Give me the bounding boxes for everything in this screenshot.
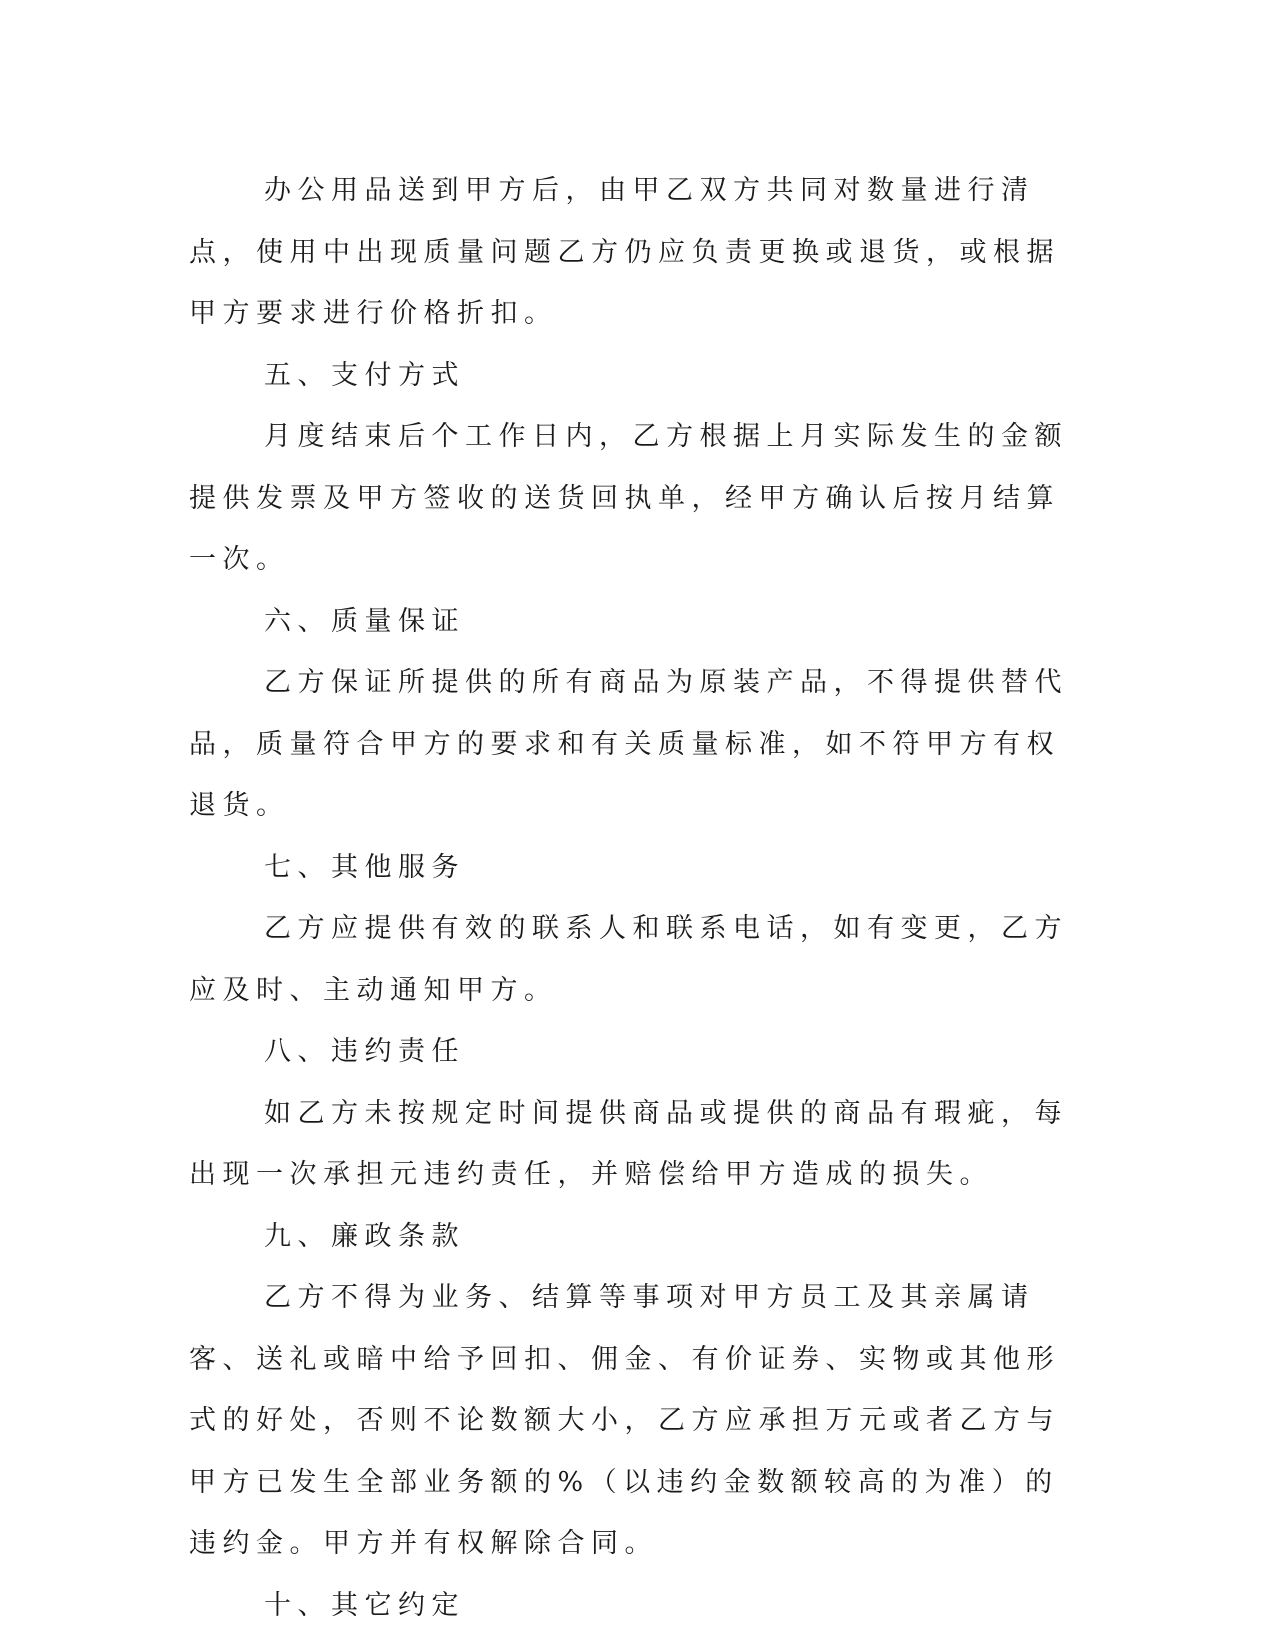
paragraph-integrity-clause: 乙方不得为业务、结算等事项对甲方员工及其亲属请客、送礼或暗中给予回扣、佣金、有价证券、实物或其他形式的好处，否则不论数额大小，乙方应承担万元或者乙方与甲方已发生全部业务额的%（以违约金数额较高的为准）的违约金。甲方并有权解除合同。 xyxy=(189,1282,1060,1559)
paragraph-breach-liability: 如乙方未按规定时间提供商品或提供的商品有瑕疵，每出现一次承担元违约责任，并赔偿给甲方造成的损失。 xyxy=(189,1097,1068,1190)
paragraph-contact-info: 乙方应提供有效的联系人和联系电话，如有变更，乙方应及时、主动通知甲方。 xyxy=(189,913,1068,1006)
section-heading-other-agreements: 十、其它约定 xyxy=(264,1589,465,1621)
section-heading-other-services: 七、其他服务 xyxy=(264,851,465,883)
section-heading-integrity: 九、廉政条款 xyxy=(264,1220,465,1252)
paragraph-quality-guarantee: 乙方保证所提供的所有商品为原装产品，不得提供替代品，质量符合甲方的要求和有关质量标准，如不符甲方有权退货。 xyxy=(189,667,1068,821)
section-heading-quality: 六、质量保证 xyxy=(264,605,465,637)
paragraph-delivery-inspection: 办公用品送到甲方后，由甲乙双方共同对数量进行清点，使用中出现质量问题乙方仍应负责更换或退货，或根据甲方要求进行价格折扣。 xyxy=(189,175,1060,329)
paragraph-payment-terms: 月度结束后个工作日内，乙方根据上月实际发生的金额提供发票及甲方签收的送货回执单，经甲方确认后按月结算一次。 xyxy=(189,421,1068,575)
section-heading-liability: 八、违约责任 xyxy=(264,1036,465,1067)
section-heading-payment: 五、支付方式 xyxy=(264,359,465,391)
document-body xyxy=(189,160,1089,1636)
